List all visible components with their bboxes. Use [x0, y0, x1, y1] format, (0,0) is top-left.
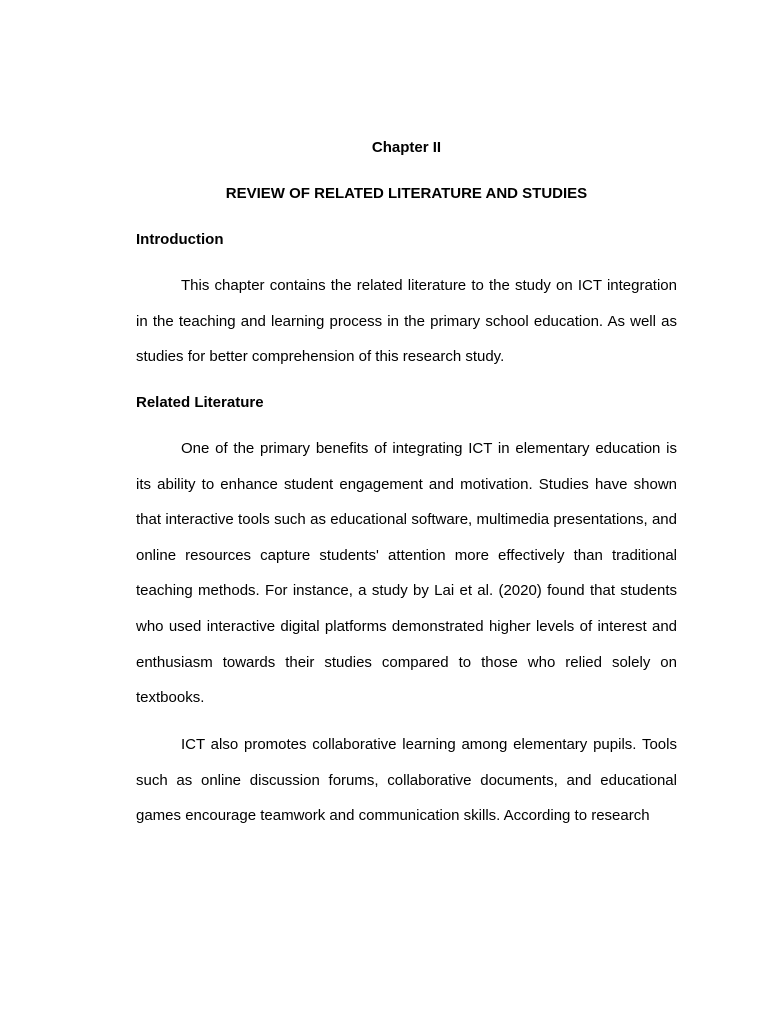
- related-literature-heading: Related Literature: [136, 394, 264, 411]
- related-literature-paragraph-1: One of the primary benefits of integrating ICT in elementary education is its ability to enhance student engagement and motivation. Studies have shown that interactive tools such as educational software, multimedia presentations, and online resources capture students' attention more effectively than traditional teaching methods. For instance, a study by Lai et al. (2020) found that students who used interactive digital platforms demonstrated higher levels of interest and enthusiasm towards their studies compared to those who relied solely on textbooks.: [136, 440, 677, 707]
- chapter-title: REVIEW OF RELATED LITERATURE AND STUDIES: [225, 185, 588, 202]
- introduction-paragraph: This chapter contains the related literature to the study on ICT integration in the teaching and learning process in the primary school education. As well as studies for better comprehension of this research study.: [136, 277, 677, 366]
- introduction-heading: Introduction: [136, 231, 224, 248]
- related-literature-paragraph-2: ICT also promotes collaborative learning among elementary pupils. Tools such as online discussion forums, collaborative documents, and educational games encourage teamwork and communication skills. According to research: [136, 736, 677, 825]
- chapter-label: Chapter II: [371, 139, 442, 156]
